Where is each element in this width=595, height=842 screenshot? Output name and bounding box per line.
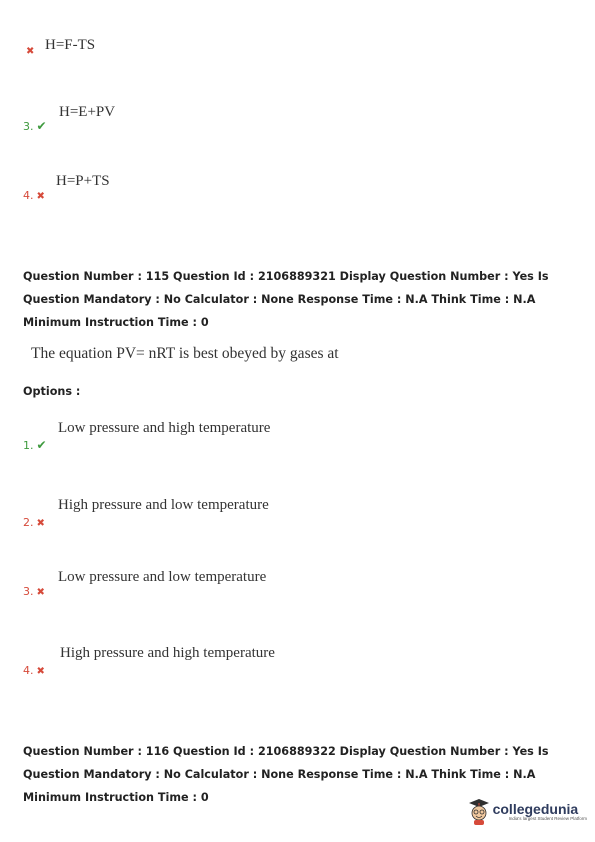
option-number: 1. ✔ [23,438,47,452]
collegedunia-logo [468,798,587,826]
cross-icon: ✖ [26,46,35,57]
option-number: 3. ✖ [23,585,45,598]
option-text: H=P+TS [56,173,110,189]
option-text: H=F-TS [45,37,96,53]
option-text: Low pressure and low temperature [58,569,267,585]
options-label: Options : [23,385,81,398]
cross-icon: ✖ [36,191,45,202]
option-number: 2. ✖ [23,516,45,529]
option-text: H=E+PV [59,104,116,120]
cross-icon: ✖ [36,518,45,529]
option-text: Low pressure and high temperature [58,420,271,436]
option-number: 4. ✖ [23,189,45,202]
logo-name: collegedunia [492,801,579,817]
question-header: Question Number : 116 Question Id : 2106889322 Display Question Number : Yes Is Question Mandatory : No Calculator : None Response Time : N.A Think Time : N.A Minimum Instruction Time : 0 [23,745,549,804]
cross-icon: ✖ [36,666,45,677]
option-text: High pressure and high temperature [60,645,275,661]
student-mascot-icon [468,798,490,826]
check-icon: ✔ [36,438,47,452]
question-header: Question Number : 115 Question Id : 2106889321 Display Question Number : Yes Is Question Mandatory : No Calculator : None Response Time : N.A Think Time : N.A Minimum Instruction Time : 0 [23,270,549,329]
option-text: High pressure and low temperature [58,497,269,513]
question-text: The equation PV= nRT is best obeyed by gases at [31,345,339,362]
option-number [23,44,34,57]
check-icon: ✔ [36,119,47,133]
option-number: 3. ✔ [23,119,47,133]
option-number: 4. ✖ [23,664,45,677]
cross-icon: ✖ [36,587,45,598]
logo-tagline: India's largest Student Review Platform [508,816,587,821]
